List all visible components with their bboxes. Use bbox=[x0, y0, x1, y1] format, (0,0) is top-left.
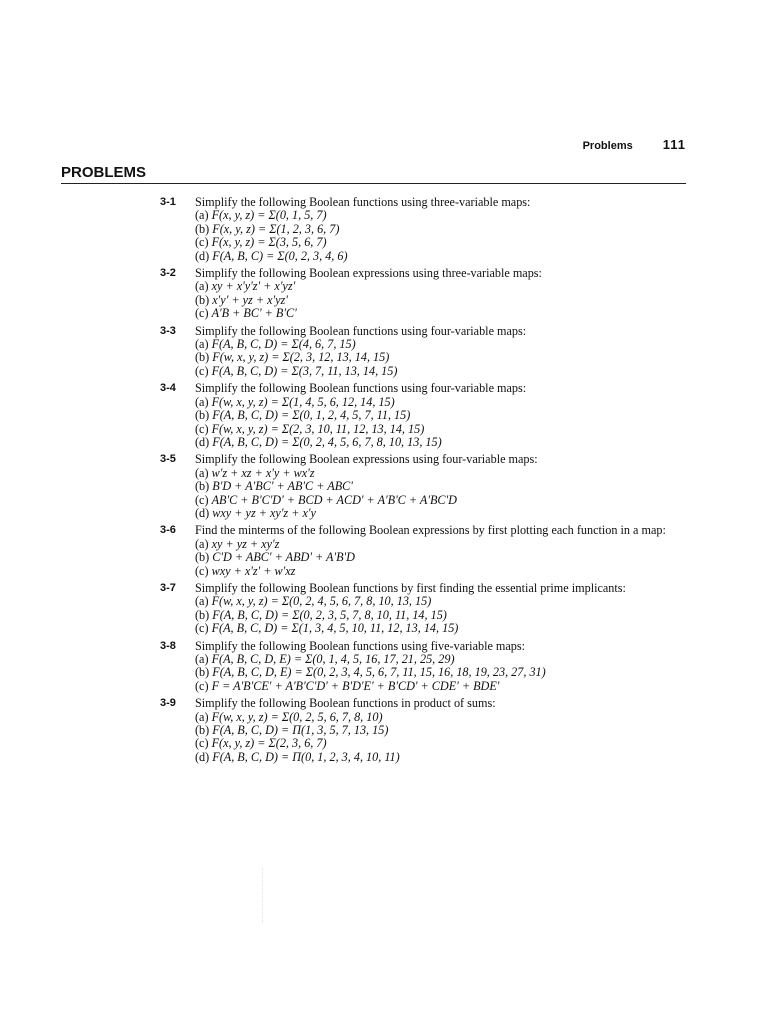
part-expression: xy + yz + xy'z bbox=[211, 536, 280, 551]
part-expression: F(A, B, C, D) = Σ(0, 1, 2, 4, 5, 7, 11, 15) bbox=[212, 408, 411, 423]
part-label: (a) bbox=[195, 709, 209, 724]
problem-body bbox=[195, 325, 687, 379]
part-expression: F(A, B, C, D, E) = Σ(0, 2, 3, 4, 5, 6, 7, 11, 15, 16, 18, 19, 23, 27, 31) bbox=[212, 665, 546, 680]
problem-statement: Simplify the following Boolean functions using three-variable maps: bbox=[195, 195, 531, 209]
part-expression: xy + x'y'z' + x'yz' bbox=[211, 279, 296, 294]
part-expression: F(A, B, C, D) = Σ(0, 2, 4, 5, 6, 7, 8, 10, 13, 15) bbox=[212, 434, 442, 449]
problem-part bbox=[195, 396, 687, 409]
part-label: (a) bbox=[195, 279, 209, 294]
problem-part bbox=[195, 236, 687, 249]
problem-part bbox=[195, 507, 687, 520]
problem-part bbox=[195, 653, 687, 666]
problem-part bbox=[195, 666, 687, 679]
problem-3-6 bbox=[0, 524, 768, 578]
part-label: (c) bbox=[195, 492, 209, 507]
problem-part bbox=[195, 494, 687, 507]
part-expression: w'z + xz + x'y + wx'z bbox=[211, 465, 315, 480]
problem-part bbox=[195, 351, 687, 364]
part-expression: F(x, y, z) = Σ(0, 1, 5, 7) bbox=[211, 208, 327, 223]
part-label: (d) bbox=[195, 434, 210, 449]
running-head: Problems bbox=[582, 140, 633, 152]
problem-statement: Simplify the following Boolean expressions using four-variable maps: bbox=[195, 452, 538, 467]
part-label: (a) bbox=[195, 536, 209, 551]
section-title: PROBLEMS bbox=[61, 164, 147, 181]
part-label: (d) bbox=[195, 749, 210, 764]
part-expression: F(A, B, C, D) = Π(0, 1, 2, 3, 4, 10, 11) bbox=[212, 749, 400, 764]
problem-part bbox=[195, 307, 687, 320]
problem-body bbox=[195, 196, 687, 263]
part-label: (b) bbox=[195, 723, 210, 738]
page-number: 111 bbox=[662, 137, 686, 152]
part-expression: x'y' + yz + x'yz' bbox=[212, 292, 288, 307]
part-expression: C'D + ABC' + ABD' + A'B'D bbox=[212, 550, 355, 565]
part-label: (b) bbox=[195, 479, 210, 494]
problem-statement: Simplify the following Boolean functions using four-variable maps: bbox=[195, 323, 527, 338]
problem-part bbox=[195, 280, 687, 293]
part-expression: F(A, B, C, D) = Σ(0, 2, 3, 5, 7, 8, 10, 11, 14, 15) bbox=[212, 607, 447, 622]
part-expression: AB'C + B'C'D' + BCD + ACD' + A'B'C + A'BC'D bbox=[211, 492, 457, 507]
part-label: (d) bbox=[195, 505, 210, 520]
problem-statement: Simplify the following Boolean functions using four-variable maps: bbox=[195, 381, 527, 396]
part-expression: F(A, B, C, D) = Σ(4, 6, 7, 15) bbox=[211, 337, 356, 352]
problem-part bbox=[195, 751, 687, 764]
problem-part bbox=[195, 565, 687, 578]
problem-body bbox=[195, 267, 687, 321]
problem-statement: Simplify the following Boolean functions by first finding the essential prime implicants: bbox=[195, 580, 626, 595]
problem-part bbox=[195, 294, 687, 307]
section-rule bbox=[61, 183, 686, 184]
problem-part bbox=[195, 680, 687, 693]
problem-part bbox=[195, 409, 687, 422]
part-expression: B'D + A'BC' + AB'C + ABC' bbox=[212, 479, 353, 494]
part-label: (a) bbox=[195, 652, 209, 666]
part-expression: A'B + BC' + B'C' bbox=[211, 306, 297, 321]
part-expression: F(w, x, y, z) = Σ(0, 2, 5, 6, 7, 8, 10) bbox=[211, 709, 383, 724]
part-expression: F(A, B, C, D) = Σ(3, 7, 11, 13, 14, 15) bbox=[211, 363, 398, 378]
part-label: (a) bbox=[195, 394, 209, 409]
part-expression: F(x, y, z) = Σ(3, 5, 6, 7) bbox=[211, 235, 327, 250]
problem-part bbox=[195, 538, 687, 551]
problem-part bbox=[195, 609, 687, 622]
part-label: (c) bbox=[195, 235, 209, 250]
problem-number: 3-6 bbox=[160, 524, 176, 537]
part-label: (d) bbox=[195, 248, 210, 263]
problem-part bbox=[195, 711, 687, 724]
problem-3-2 bbox=[0, 267, 768, 321]
problem-number: 3-8 bbox=[160, 639, 176, 652]
part-label: (c) bbox=[195, 736, 209, 751]
problem-part bbox=[195, 724, 687, 737]
part-expression: F(A, B, C) = Σ(0, 2, 3, 4, 6) bbox=[212, 248, 348, 263]
problem-3-5 bbox=[0, 453, 768, 520]
problem-statement: Simplify the following Boolean functions using five-variable maps: bbox=[195, 638, 526, 653]
problem-part bbox=[195, 223, 687, 236]
part-expression: F(w, x, y, z) = Σ(1, 4, 5, 6, 12, 14, 15) bbox=[211, 394, 395, 409]
problem-number: 3-9 bbox=[160, 697, 176, 710]
part-label: (a) bbox=[195, 594, 209, 609]
problem-body bbox=[195, 524, 687, 578]
problem-part bbox=[195, 338, 687, 351]
problem-body bbox=[195, 640, 687, 694]
part-label: (b) bbox=[195, 292, 210, 307]
part-label: (c) bbox=[195, 563, 209, 578]
part-expression: wxy + x'z' + w'xz bbox=[211, 563, 296, 578]
problem-3-8 bbox=[0, 640, 768, 694]
problem-3-1 bbox=[0, 196, 768, 263]
part-label: (c) bbox=[195, 621, 209, 636]
part-expression: wxy + yz + xy'z + x'y bbox=[212, 505, 316, 520]
part-label: (c) bbox=[195, 421, 209, 436]
problem-part bbox=[195, 423, 687, 436]
problem-part bbox=[195, 365, 687, 378]
problem-list bbox=[0, 196, 768, 768]
problem-part bbox=[195, 737, 687, 750]
problem-number: 3-4 bbox=[160, 382, 176, 395]
scan-artifact bbox=[262, 868, 265, 923]
part-label: (b) bbox=[195, 550, 210, 565]
problem-body bbox=[195, 453, 687, 520]
part-label: (a) bbox=[195, 208, 209, 223]
problem-part bbox=[195, 467, 687, 480]
problem-part bbox=[195, 250, 687, 263]
problem-number: 3-5 bbox=[160, 453, 176, 466]
part-expression: F = A'B'CE' + A'B'C'D' + B'D'E' + B'CD' + CDE' + BDE' bbox=[211, 678, 500, 693]
part-expression: F(A, B, C, D) = Π(1, 3, 5, 7, 13, 15) bbox=[212, 723, 389, 738]
part-label: (b) bbox=[195, 607, 210, 622]
problem-statement: Simplify the following Boolean functions in product of sums: bbox=[195, 696, 496, 711]
problem-body bbox=[195, 697, 687, 764]
problem-part bbox=[195, 480, 687, 493]
problem-part bbox=[195, 436, 687, 449]
problem-number: 3-2 bbox=[160, 267, 176, 280]
problem-part bbox=[195, 595, 687, 608]
part-expression: F(w, x, y, z) = Σ(2, 3, 10, 11, 12, 13, 14, 15) bbox=[211, 421, 425, 436]
problem-part bbox=[195, 209, 687, 222]
part-label: (b) bbox=[195, 221, 210, 236]
problem-statement: Simplify the following Boolean expressions using three-variable maps: bbox=[195, 266, 542, 281]
problem-3-7 bbox=[0, 582, 768, 636]
part-expression: F(x, y, z) = Σ(2, 3, 6, 7) bbox=[211, 736, 327, 751]
problem-body bbox=[195, 582, 687, 636]
problem-statement: Find the minterms of the following Boolean expressions by first plotting each function in a map: bbox=[195, 523, 666, 538]
part-label: (b) bbox=[195, 408, 210, 423]
problem-3-3 bbox=[0, 325, 768, 379]
page-header bbox=[583, 137, 686, 152]
part-label: (a) bbox=[195, 337, 209, 352]
part-expression: F(x, y, z) = Σ(1, 2, 3, 6, 7) bbox=[212, 221, 340, 236]
part-label: (c) bbox=[195, 306, 209, 321]
part-label: (a) bbox=[195, 465, 209, 480]
part-expression: F(w, x, y, z) = Σ(0, 2, 4, 5, 6, 7, 8, 10, 13, 15) bbox=[211, 594, 432, 609]
part-label: (b) bbox=[195, 665, 210, 680]
problem-3-9 bbox=[0, 697, 768, 764]
part-label: (c) bbox=[195, 678, 209, 693]
problem-part bbox=[195, 551, 687, 564]
problem-number: 3-1 bbox=[160, 196, 176, 208]
part-expression: F(A, B, C, D) = Σ(1, 3, 4, 5, 10, 11, 12, 13, 14, 15) bbox=[211, 621, 459, 636]
part-label: (c) bbox=[195, 363, 209, 378]
part-expression: F(w, x, y, z) = Σ(2, 3, 12, 13, 14, 15) bbox=[212, 350, 390, 365]
problem-number: 3-7 bbox=[160, 581, 176, 594]
problem-part bbox=[195, 622, 687, 635]
problem-3-4 bbox=[0, 382, 768, 449]
part-label: (b) bbox=[195, 350, 210, 365]
problem-body bbox=[195, 382, 687, 449]
part-expression: F(A, B, C, D, E) = Σ(0, 1, 4, 5, 16, 17, 21, 25, 29) bbox=[211, 652, 455, 666]
problem-number: 3-3 bbox=[160, 324, 176, 337]
